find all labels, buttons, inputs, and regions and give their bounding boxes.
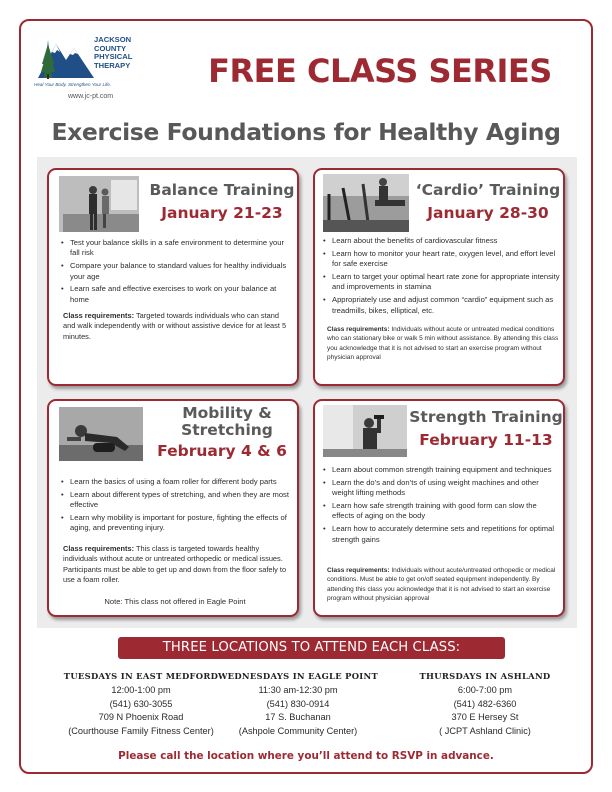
class-bullets xyxy=(321,236,561,318)
location-day: WEDNESDAYS IN EAGLE POINT xyxy=(217,671,379,681)
list-item: • Compare your balance to standard values for healthy individuals your age xyxy=(59,261,291,282)
location-phone[interactable]: (541) 830-0914 xyxy=(266,698,330,709)
page-subtitle: Exercise Foundations for Healthy Aging xyxy=(51,118,561,146)
requirements-label: Class requirements: xyxy=(327,326,390,333)
strength-photo xyxy=(323,405,407,457)
location-address: 370 E Hersey St xyxy=(451,712,519,723)
class-bullets xyxy=(59,477,295,536)
class-dates: February 4 & 6 xyxy=(157,442,287,460)
location-venue: ( JCPT Ashland Clinic) xyxy=(439,725,531,736)
dumbbell-image xyxy=(323,405,407,457)
list-item: • Test your balance skills in a safe environment to determine your fall risk xyxy=(59,238,291,259)
requirements-label: Class requirements: xyxy=(63,544,135,553)
list-item: • Learn why mobility is important for posture, fighting the effects of aging, and preventing injury. xyxy=(59,513,295,534)
requirements-text: Individuals without acute or untreated medical conditions who can stationary bike or walk 5 min without assistance. By attending this class you acknowledge that it is not advised to start an exercise program without physician approval xyxy=(327,326,559,362)
cardio-equipment-image xyxy=(323,174,409,232)
requirements-text: Targeted towards individuals who can stand and walk independently with or without assistive device for at least 5 minutes. xyxy=(63,311,287,341)
list-item: • Learn safe and effective exercises to work on your balance at home xyxy=(59,284,291,305)
list-item: • Learn about the benefits of cardiovascular fitness xyxy=(321,236,561,246)
requirements-text: This class is targeted towards healthy individuals without acute or untreated orthopedic or medical issues. Participants must be able to get up and down from the floor safely to use a foam roller. xyxy=(63,544,287,585)
class-dates: January 28-30 xyxy=(427,204,549,222)
list-item: • Appropriately use and adjust common “cardio” equipment such as treadmills, bikes, elliptical, etc. xyxy=(321,295,561,316)
locations-banner: THREE LOCATIONS TO ATTEND EACH CLASS: xyxy=(118,637,505,659)
foam-roller-image xyxy=(59,407,143,461)
location-phone[interactable]: (541) 630-3055 xyxy=(109,698,173,709)
class-name xyxy=(157,405,297,439)
location-phone[interactable]: (541) 482-6360 xyxy=(453,698,517,709)
location-venue: (Courthouse Family Fitness Center) xyxy=(68,725,214,736)
location-time: 12:00-1:00 pm xyxy=(111,685,171,696)
list-item: • Learn the do’s and don’ts of using weight machines and other weight lifting methods xyxy=(321,478,561,499)
class-requirements xyxy=(327,566,559,604)
class-card-cardio xyxy=(313,168,565,386)
requirements-label: Class requirements: xyxy=(327,567,390,574)
location-venue: (Ashpole Community Center) xyxy=(238,725,358,736)
class-card-balance xyxy=(47,168,299,386)
cardio-photo xyxy=(323,174,409,232)
balance-photo xyxy=(59,176,139,232)
class-name-line: Mobility & xyxy=(182,404,272,422)
location-time: 6:00-7:00 pm xyxy=(457,685,513,696)
list-item: • Learn about different types of stretching, and when they are most effective xyxy=(59,490,295,511)
list-item: • Learn how safe strength training with good form can slow the effects of aging on the body xyxy=(321,501,561,522)
location-day: THURSDAYS IN ASHLAND xyxy=(419,671,551,681)
class-requirements xyxy=(63,311,291,342)
requirements-text: Individuals without acute/untreated orthopedic or medical conditions. Must be able to get on/off seated equipment independently. By attending this class you acknowledge that it is not advised to start an exercise program without physician approval xyxy=(327,567,556,603)
logo-name: JACKSON COUNTY PHYSICAL THERAPY xyxy=(94,35,133,70)
class-dates: January 21-23 xyxy=(161,204,283,222)
class-bullets xyxy=(321,465,561,547)
location-address: 709 N Phoenix Road xyxy=(98,712,184,723)
location-eagle-point xyxy=(208,670,388,738)
class-card-mobility xyxy=(47,399,299,617)
class-name: Strength Training xyxy=(409,408,563,426)
list-item: • Learn how to monitor your heart rate, oxygen level, and effort level for safe exercise xyxy=(321,249,561,270)
list-item: • Learn to target your optimal heart rate zone for appropriate intensity and improvements in stamina xyxy=(321,272,561,293)
requirements-label: Class requirements: xyxy=(63,311,135,320)
mountain-tree-icon xyxy=(34,34,96,80)
location-day: TUESDAYS IN EAST MEDFORD xyxy=(63,671,219,681)
mobility-photo xyxy=(59,407,143,461)
class-card-strength xyxy=(313,399,565,617)
list-item: • Learn the basics of using a foam roller for different body parts xyxy=(59,477,295,487)
location-time: 11:30 am-12:30 pm xyxy=(258,685,338,696)
class-bullets xyxy=(59,238,291,308)
website-link[interactable]: www.jc-pt.com xyxy=(68,93,114,100)
class-note: Note: This class not offered in Eagle Point xyxy=(104,597,246,606)
balance-exercise-image xyxy=(59,176,139,232)
class-dates: February 11-13 xyxy=(419,431,553,449)
list-item: • Learn about common strength training equipment and techniques xyxy=(321,465,561,475)
location-east-medford xyxy=(51,670,231,738)
class-name: ‘Cardio’ Training xyxy=(415,181,561,199)
class-name-line: Stretching xyxy=(181,421,273,439)
rsvp-note: Please call the location where you’ll attend to RSVP in advance. xyxy=(118,750,494,762)
series-title: FREE CLASS SERIES xyxy=(208,52,552,90)
class-requirements xyxy=(63,544,291,586)
location-ashland xyxy=(395,670,575,738)
logo-tagline: Heal Your Body. Strengthen Your Life. xyxy=(34,82,112,87)
class-requirements xyxy=(327,325,559,363)
class-name: Balance Training xyxy=(149,181,295,199)
list-item: • Learn how to accurately determine sets and repetitions for optimal strength gains xyxy=(321,524,561,545)
location-address: 17 S. Buchanan xyxy=(265,712,331,723)
